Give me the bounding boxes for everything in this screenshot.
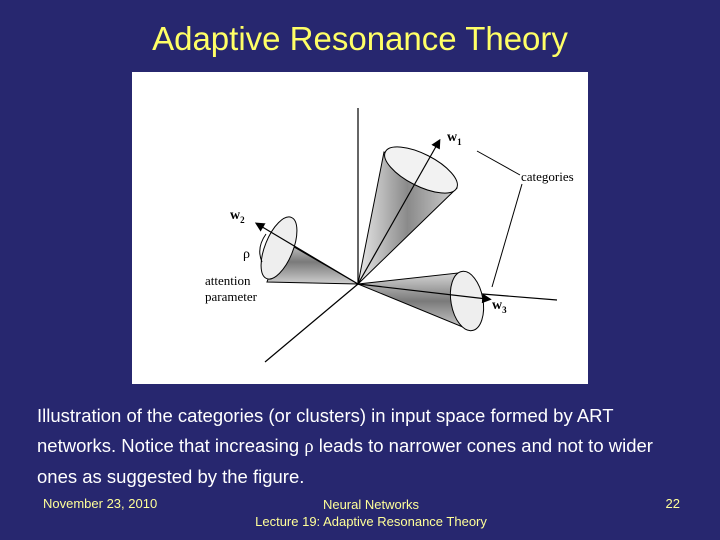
- slide-title: Adaptive Resonance Theory: [152, 20, 568, 57]
- caption-rho-symbol: ρ: [304, 437, 314, 457]
- category-pointer-w1: [477, 151, 520, 175]
- category-pointer-w3: [492, 184, 522, 287]
- footer-page-number: 22: [665, 496, 680, 511]
- caption-text-end: leads to narrower cones and not to wider ones as suggested by the figure.: [37, 435, 653, 487]
- label-rho: ρ: [243, 247, 250, 262]
- footer-course-info: [221, 496, 521, 530]
- footer-course: Neural Networks: [322, 497, 420, 512]
- footer-lecture: Lecture 19: Adaptive Resonance Theory: [255, 514, 487, 529]
- footer-date: November 23, 2010: [43, 496, 158, 511]
- cone-w2: [254, 212, 358, 284]
- label-parameter: parameter: [205, 289, 257, 304]
- label-categories: categories: [521, 169, 574, 184]
- art-cone-diagram: [132, 72, 588, 384]
- figure-caption: [37, 401, 697, 492]
- label-w3: $w_3$: [492, 298, 507, 315]
- art-cone-figure: [132, 72, 588, 384]
- label-w2: $w_2$: [230, 208, 245, 225]
- caption-text-start: Illustration of the categories (or clusters) in input space formed by ART networks. Notice that increasing: [37, 405, 614, 456]
- cone-w3: [358, 269, 488, 334]
- cone-w1: [358, 138, 464, 284]
- label-attention: attention: [205, 273, 251, 288]
- label-w1: $w_1$: [447, 130, 462, 147]
- diagonal-axis: [265, 284, 358, 362]
